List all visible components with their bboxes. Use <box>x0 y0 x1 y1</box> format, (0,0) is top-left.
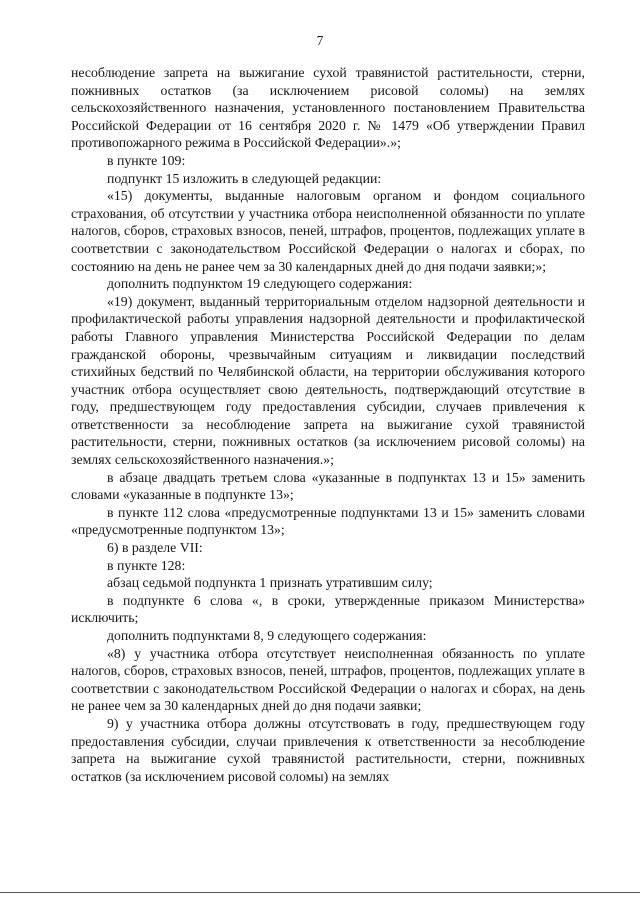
page-bottom-divider <box>0 892 640 893</box>
paragraph: в пункте 128: <box>107 557 186 573</box>
paragraph: «19) документ, выданный территориальным отделом надзорной деятельности и профилактической работы управления надзорной деятельности и профилактической работы Главного управления Министерства Российской Федерации по делам гражданской обороны, чрезвычайным ситуациям и ликвидации последствий стихийных бедствий по Челябинской области, на территории обслуживания которого участник отбора осуществляет свою деятельность, подтверждающий отсутствие в году, предшествующем году предоставления субсидии, случаев привлечения к ответственности за несоблюдение запрета на выжигание сухой травянистой растительности, стерни, пожнивных остатков (за исключением рисовой соломы) на землях сельскохозяйственного назначения.»; <box>71 293 585 468</box>
paragraph: дополнить подпунктом 19 следующего содержания: <box>107 276 413 292</box>
paragraph: «15) документы, выданные налоговым органом и фондом социального страхования, об отсутствии у участника отбора неисполненной обязанности по уплате налогов, сборов, страховых взносов, пеней, штрафов, процентов, подлежащих уплате в соответствии с законодательством Российской Федерации о налогах и сборах, по состоянию на день не ранее чем за 30 календарных дней до дня подачи заявки;»; <box>71 188 585 274</box>
paragraph: в абзаце двадцать третьем слова «указанные в подпунктах 13 и 15» заменить словами «указанные в подпункте 13»; <box>71 469 585 503</box>
paragraph: в пункте 109: <box>107 152 186 168</box>
paragraph: дополнить подпунктами 8, 9 следующего содержания: <box>107 628 427 643</box>
document-body <box>71 64 585 785</box>
page-number: 7 <box>316 33 324 48</box>
paragraph: 9) у участника отбора должны отсутствовать в году, предшествующем году предоставления субсидии, случаи привлечения к ответственности за несоблюдение запрета на выжигание сухой травянистой растительности, стерни, пожнивных остатков (за исключением рисовой соломы) на землях <box>71 715 585 784</box>
paragraph: 6) в разделе VII: <box>107 540 203 556</box>
paragraph: абзац седьмой подпункта 1 признать утратившим силу; <box>107 575 433 591</box>
paragraph: в пункте 112 слова «предусмотренные подпунктами 13 и 15» заменить словами «предусмотренные подпунктом 13»; <box>71 504 585 538</box>
paragraph: «8) у участника отбора отсутствует неисполненная обязанность по уплате налогов, сборов, страховых взносов, пеней, штрафов, процентов, подлежащих уплате в соответствии с законодательством Российской Федерации о налогах и сборах, на день не ранее чем за 30 календарных дней до дня подачи заявки; <box>71 645 585 714</box>
paragraph: несоблюдение запрета на выжигание сухой травянистой растительности, стерни, пожнивных остатков (за исключением рисовой соломы) на землях сельскохозяйственного назначения, установленного постановлением Правительства Российской Федерации от 16 сентября 2020 г. № 1479 «Об утверждении Правил противопожарного режима в Российской Федерации».»; <box>71 65 585 151</box>
paragraph: подпункт 15 изложить в следующей редакции: <box>107 170 382 186</box>
paragraph: в подпункте 6 слова «, в сроки, утвержденные приказом Министерства» исключить; <box>71 592 585 626</box>
